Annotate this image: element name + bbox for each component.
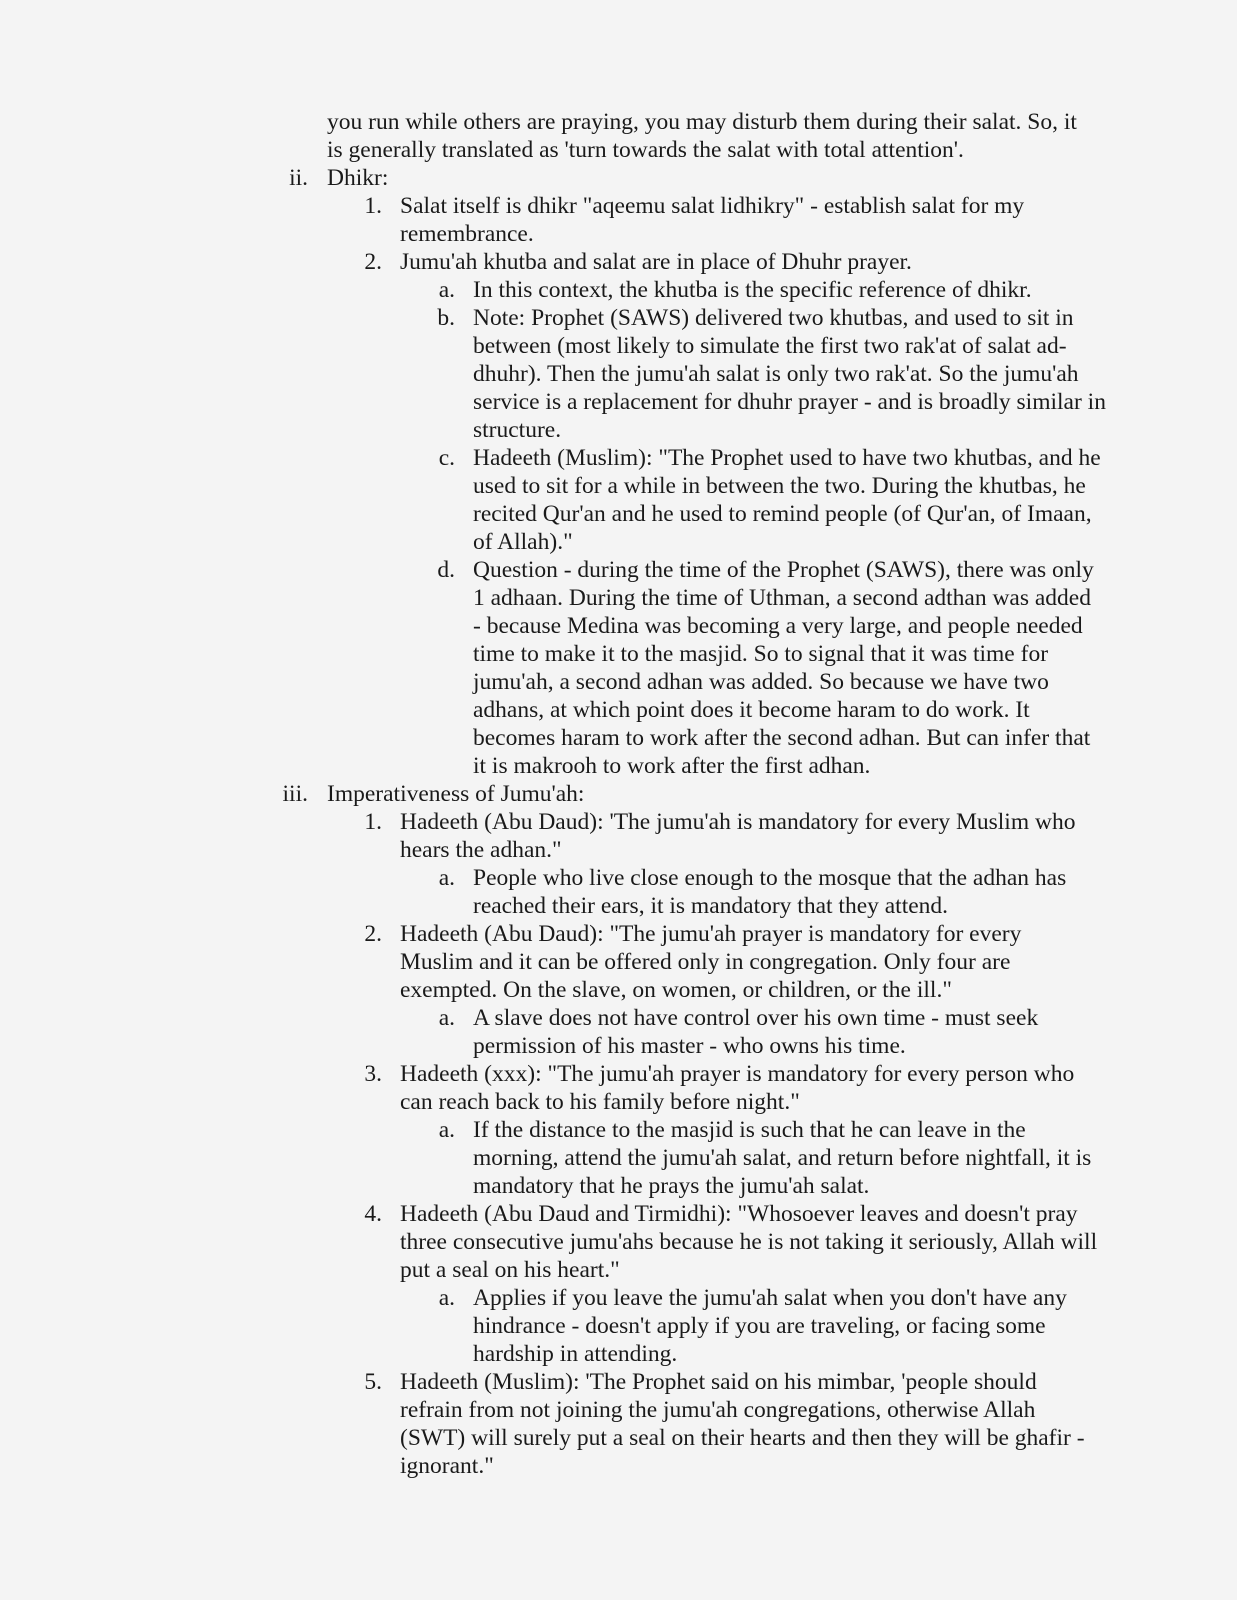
text-line: put a seal on his heart." bbox=[400, 1257, 620, 1283]
list-marker: 2. bbox=[364, 921, 382, 947]
text-line: (SWT) will surely put a seal on their hearts and then they will be ghafir - bbox=[400, 1425, 1085, 1451]
text-line: ignorant." bbox=[400, 1453, 494, 1479]
list-marker: c. bbox=[438, 445, 455, 471]
sub-list-item bbox=[0, 444, 1237, 556]
list-marker: ii. bbox=[289, 165, 308, 191]
sub-list-item bbox=[0, 276, 1237, 304]
text-line: you run while others are praying, you may disturb them during their salat. So, it bbox=[327, 109, 1077, 135]
text-line: structure. bbox=[473, 417, 562, 443]
text-line: Jumu'ah khutba and salat are in place of Dhuhr prayer. bbox=[400, 249, 912, 275]
text-line: If the distance to the masjid is such that he can leave in the bbox=[473, 1117, 1026, 1143]
text-line: Salat itself is dhikr "aqeemu salat lidhikry" - establish salat for my bbox=[400, 193, 1025, 219]
text-line: permission of his master - who owns his time. bbox=[473, 1033, 906, 1059]
text-line: refrain from not joining the jumu'ah congregations, otherwise Allah bbox=[400, 1397, 1036, 1423]
text-line: remembrance. bbox=[400, 221, 534, 247]
list-item bbox=[0, 920, 1237, 1060]
text-line: Hadeeth (Muslim): 'The Prophet said on his mimbar, 'people should bbox=[400, 1369, 1037, 1395]
text-line: of Allah)." bbox=[473, 529, 573, 555]
section-heading: Dhikr: bbox=[327, 165, 389, 191]
text-line: exempted. On the slave, on women, or children, or the ill." bbox=[400, 977, 952, 1003]
text-line: mandatory that he prays the jumu'ah salat. bbox=[473, 1173, 870, 1199]
text-line: morning, attend the jumu'ah salat, and return before nightfall, it is bbox=[473, 1145, 1092, 1171]
text-line: 1 adhaan. During the time of Uthman, a second adthan was added bbox=[473, 585, 1091, 611]
text-line: A slave does not have control over his own time - must seek bbox=[473, 1005, 1039, 1031]
list-marker: b. bbox=[437, 305, 455, 331]
list-marker: 1. bbox=[364, 809, 382, 835]
sub-list-item bbox=[0, 1284, 1237, 1368]
list-item bbox=[0, 192, 1237, 248]
text-line: adhans, at which point does it become haram to do work. It bbox=[473, 697, 1030, 723]
text-line: hindrance - doesn't apply if you are traveling, or facing some bbox=[473, 1313, 1046, 1339]
list-marker: 4. bbox=[364, 1201, 382, 1227]
text-line: Hadeeth (xxx): "The jumu'ah prayer is mandatory for every person who bbox=[400, 1061, 1075, 1087]
text-line: it is makrooh to work after the first adhan. bbox=[473, 753, 871, 779]
text-line: jumu'ah, a second adhan was added. So because we have two bbox=[473, 669, 1049, 695]
intro-paragraph bbox=[0, 108, 1237, 164]
text-line: between (most likely to simulate the first two rak'at of salat ad- bbox=[473, 333, 1067, 359]
text-line: Hadeeth (Abu Daud): 'The jumu'ah is mandatory for every Muslim who bbox=[400, 809, 1076, 835]
sub-list-item bbox=[0, 556, 1237, 780]
text-line: three consecutive jumu'ahs because he is not taking it seriously, Allah will bbox=[400, 1229, 1098, 1255]
section-heading: Imperativeness of Jumu'ah: bbox=[327, 781, 585, 807]
list-marker: a. bbox=[438, 865, 455, 891]
text-line: hears the adhan." bbox=[400, 837, 562, 863]
sub-list-item bbox=[0, 1116, 1237, 1200]
list-item bbox=[0, 248, 1237, 780]
list-item bbox=[0, 1200, 1237, 1368]
text-line: Muslim and it can be offered only in congregation. Only four are bbox=[400, 949, 1011, 975]
list-marker: iii. bbox=[282, 781, 308, 807]
list-item bbox=[0, 1368, 1237, 1480]
list-marker: 3. bbox=[364, 1061, 382, 1087]
text-line: recited Qur'an and he used to remind people (of Qur'an, of Imaan, bbox=[473, 501, 1092, 527]
sub-list-item bbox=[0, 864, 1237, 920]
text-line: can reach back to his family before night." bbox=[400, 1089, 800, 1115]
text-line: service is a replacement for dhuhr prayer - and is broadly similar in bbox=[473, 389, 1106, 415]
list-marker: 5. bbox=[364, 1369, 382, 1395]
text-line: - because Medina was becoming a very large, and people needed bbox=[473, 613, 1083, 639]
list-marker: a. bbox=[438, 1117, 455, 1143]
list-marker: a. bbox=[438, 277, 455, 303]
list-marker: a. bbox=[438, 1005, 455, 1031]
text-line: hardship in attending. bbox=[473, 1341, 678, 1367]
document-page bbox=[0, 108, 1237, 1480]
text-line: dhuhr). Then the jumu'ah salat is only two rak'at. So the jumu'ah bbox=[473, 361, 1079, 387]
text-line: time to make it to the masjid. So to signal that it was time for bbox=[473, 641, 1049, 667]
text-line: People who live close enough to the mosque that the adhan has bbox=[473, 865, 1067, 891]
text-line: reached their ears, it is mandatory that they attend. bbox=[473, 893, 949, 919]
text-line: Question - during the time of the Prophet (SAWS), there was only bbox=[473, 557, 1094, 583]
text-line: becomes haram to work after the second adhan. But can infer that bbox=[473, 725, 1091, 751]
text-line: Hadeeth (Abu Daud and Tirmidhi): "Whosoever leaves and doesn't pray bbox=[400, 1201, 1078, 1227]
list-marker: d. bbox=[437, 557, 455, 583]
list-marker: 2. bbox=[364, 249, 382, 275]
list-item bbox=[0, 1060, 1237, 1200]
section-imperativeness bbox=[0, 780, 1237, 1480]
sub-list-item bbox=[0, 1004, 1237, 1060]
sub-list-item bbox=[0, 304, 1237, 444]
text-line: In this context, the khutba is the specific reference of dhikr. bbox=[473, 277, 1032, 303]
text-line: Hadeeth (Abu Daud): "The jumu'ah prayer is mandatory for every bbox=[400, 921, 1022, 947]
list-marker: 1. bbox=[364, 193, 382, 219]
text-line: Note: Prophet (SAWS) delivered two khutbas, and used to sit in bbox=[473, 305, 1074, 331]
list-marker: a. bbox=[438, 1285, 455, 1311]
section-dhikr bbox=[0, 164, 1237, 780]
text-line: used to sit for a while in between the two. During the khutbas, he bbox=[473, 473, 1086, 499]
list-item bbox=[0, 808, 1237, 920]
text-line: Applies if you leave the jumu'ah salat when you don't have any bbox=[473, 1285, 1067, 1311]
text-line: Hadeeth (Muslim): "The Prophet used to have two khutbas, and he bbox=[473, 445, 1101, 471]
text-line: is generally translated as 'turn towards the salat with total attention'. bbox=[327, 137, 964, 163]
